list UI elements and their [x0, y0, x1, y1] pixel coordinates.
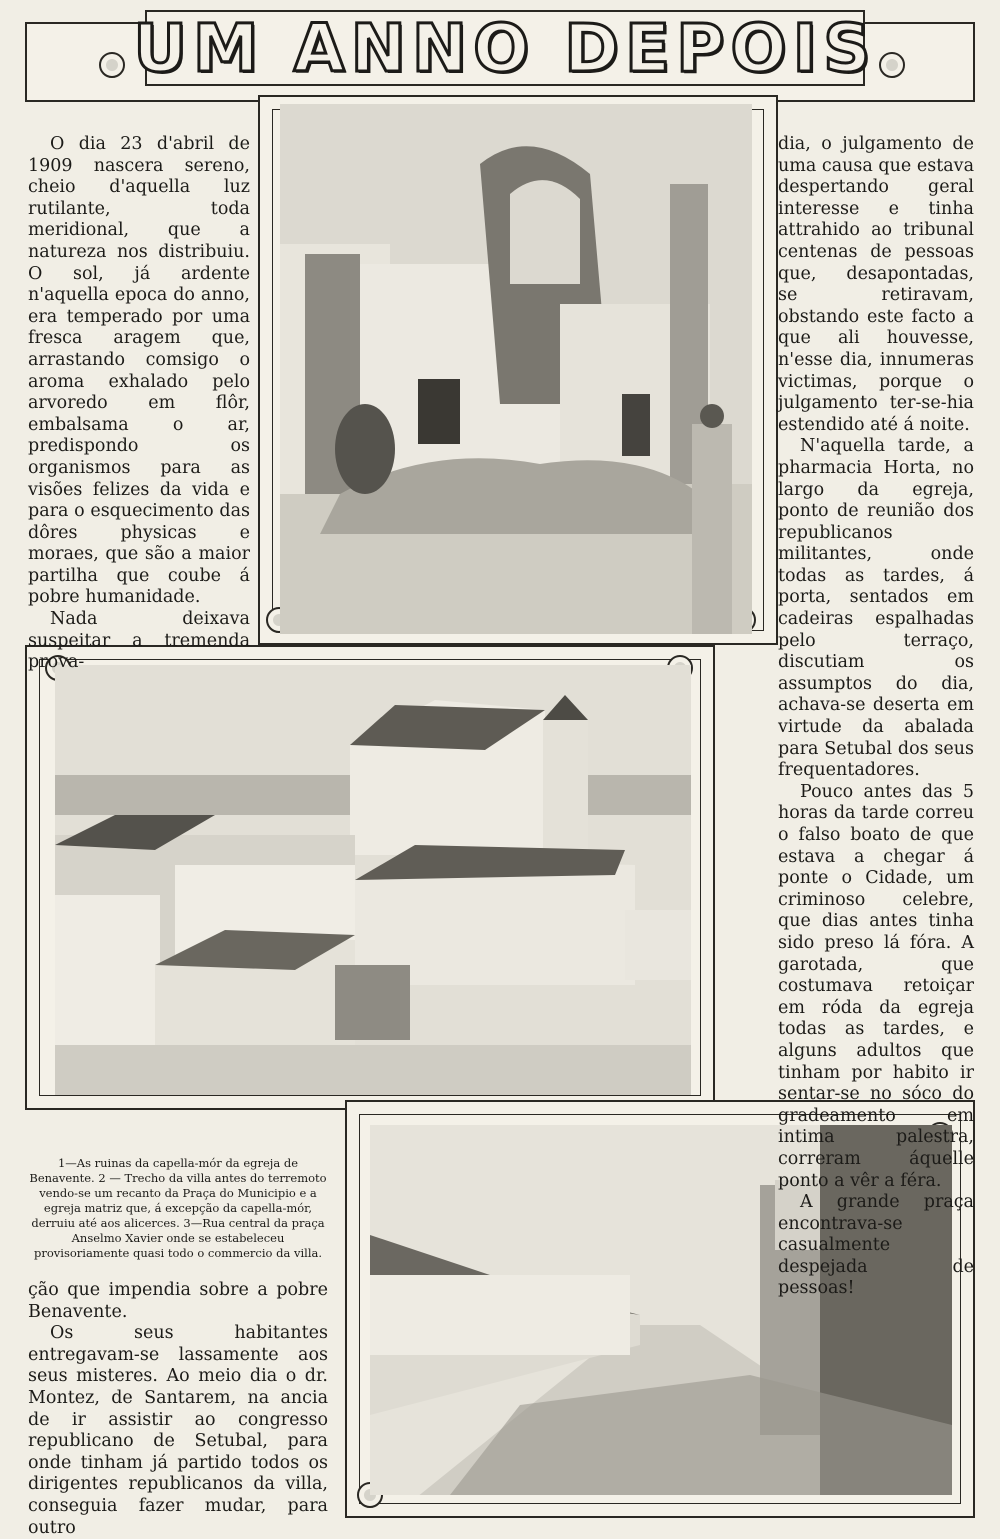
paragraph: Nada deixava suspeitar a tremenda prova-	[28, 609, 250, 673]
paragraph: Pouco antes das 5 horas da tarde correu o falso boato de que estava a chegar á ponte o Cidade, um criminoso celebre, que dias antes tinha sido preso lá fóra. A garotada, que costumava retoiçar em róda da egreja todas as tardes, e alguns adultos que tinham por habito ir sentar-se no sóco do gradeamento em intima palestra, correram áquelle ponto a vêr a féra.	[778, 781, 974, 1191]
article-column-1	[28, 134, 250, 674]
paragraph: ção que impendia sobre a pobre Benavente.	[28, 1280, 328, 1322]
ornament-icon	[879, 52, 905, 78]
paragraph: dia, o julgamento de uma causa que estava despertando geral interesse e tinha attrahido ao tribunal centenas de pessoas que, desapontadas, se retiravam, obstando este facto a que ali houvesse, n'esse dia, innumeras victimas, porque o julgamento ter-se-hia estendido até á noite.	[778, 134, 974, 435]
photo-caption: 1—As ruinas da capella-mór da egreja de Benavente. 2 — Trecho da villa antes do terremoto vendo-se um recanto da Praça do Municipio e a egreja matriz que, á excepção da capella-mór, derruiu até aos alicerces. 3—Rua central da praça Anselmo Xavier onde se estabeleceu provisoriamente quasi todo o commercio da villa.	[29, 1156, 327, 1260]
photo-church-ruins	[280, 104, 752, 634]
paragraph: N'aquella tarde, a pharmacia Horta, no largo da egreja, ponto de reunião dos republicanos militantes, onde todas as tardes, á porta, sentados em cadeiras espalhadas pelo terraço, discutiam os assumptos do dia, achava-se deserta em virtude da abalada para Setubal dos seus frequentadores.	[778, 436, 974, 781]
ornament-icon	[99, 52, 125, 78]
photo-town-view	[55, 665, 691, 1095]
page-title: UM ANNO DEPOIS	[133, 9, 877, 87]
title-band	[133, 9, 877, 87]
paragraph: A grande praça encontrava-se casualmente despejada de pessoas!	[778, 1192, 974, 1299]
article-column-3	[28, 1280, 328, 1539]
paragraph: O dia 23 d'abril de 1909 nascera sereno, cheio d'aquella luz rutilante, toda meridional, que a natureza nos distribuiu. O sol, já ardente n'aquella epoca do anno, era temperado por uma fresca aragem que, arrastando comsigo o aroma exhalado pelo arvoredo em flôr, embalsama o ar, predispondo os organismos para as visões felizes da vida e para o esquecimento das dôres physicas e moraes, que são a maior partilha que coube á pobre humanidade.	[28, 134, 250, 608]
article-column-2	[778, 134, 974, 1300]
paragraph: Os seus habitantes entregavam-se lassamente aos seus misteres. Ao meio dia o dr. Montez, de Santarem, na ancia de ir assistir ao congresso republicano de Setubal, para onde tinham já partido todos os dirigentes republicanos da villa, conseguia fazer mudar, para outro	[28, 1323, 328, 1538]
